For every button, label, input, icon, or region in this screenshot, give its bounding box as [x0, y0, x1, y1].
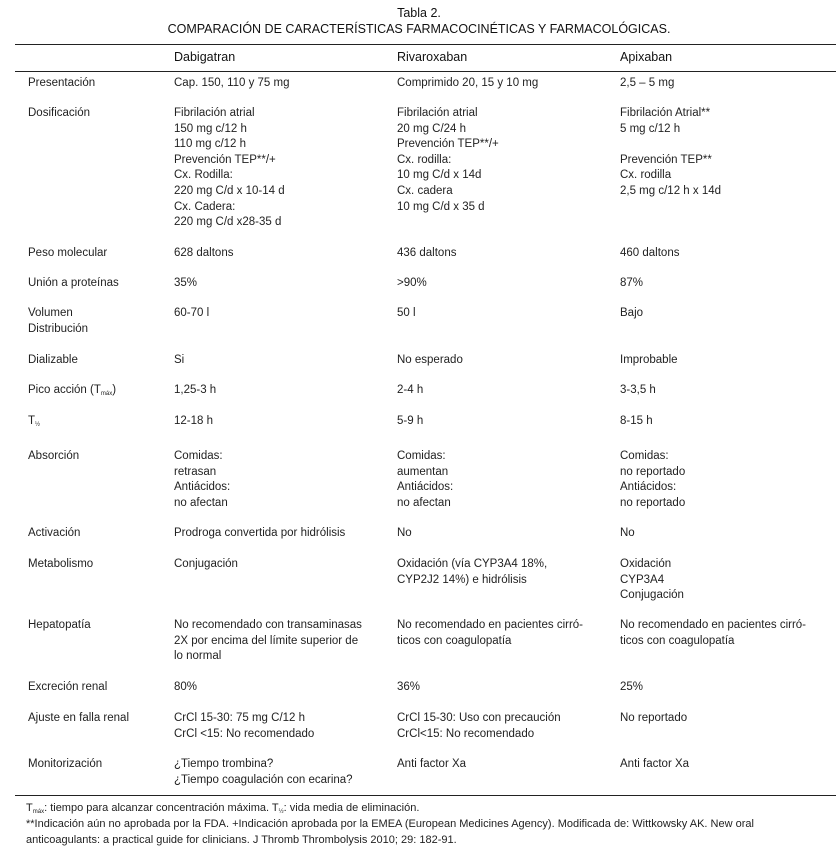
table-cell: [397, 353, 463, 369]
row-label: Peso molecular: [28, 247, 108, 259]
cell-line: Prevención TEP**/+: [174, 153, 276, 166]
table-cell: [620, 526, 635, 542]
cell-line: 8-15 h: [620, 415, 653, 427]
table-cell: [620, 757, 689, 773]
cell-line: Comidas:: [174, 450, 223, 462]
table-cell: [174, 76, 290, 92]
row-label: [28, 414, 40, 434]
cell-line: 12-18 h: [174, 415, 214, 427]
cell-line: Comprimido 20, 15 y 10 mg: [397, 77, 539, 89]
cell-line: lo normal: [174, 650, 222, 663]
table-number: Tabla 2.: [397, 6, 441, 20]
table-cell: [397, 449, 453, 511]
cell-line: 1,25-3 h: [174, 384, 217, 396]
cell-line: Comidas:: [620, 450, 669, 462]
row-label: Excreción renal: [28, 681, 108, 693]
table-cell: [397, 106, 499, 215]
table-cell: [397, 246, 456, 262]
cell-line: Cx. Rodilla:: [174, 169, 233, 182]
cell-line: 2-4 h: [397, 384, 424, 396]
bottom-rule: [15, 795, 836, 796]
column-header-rivaroxaban: Rivaroxaban: [397, 50, 468, 64]
table-cell: [620, 76, 674, 92]
cell-line: Cx. Cadera:: [174, 200, 236, 213]
cell-line: ¿Tiempo trombina?: [174, 758, 274, 770]
cell-line: aumentan: [397, 465, 449, 478]
row-label-subscript: máx: [100, 391, 113, 397]
row-label: Absorción: [28, 450, 80, 462]
cell-line: Anti factor Xa: [397, 758, 467, 770]
table-cell: [174, 106, 285, 231]
cell-line: retrasan: [174, 465, 217, 478]
table-cell: [397, 383, 423, 399]
table-cell: [620, 711, 687, 727]
cell-line: Fibrilación atrial: [174, 107, 255, 119]
cell-line: 110 mg c/12 h: [174, 138, 247, 151]
cell-line: >90%: [397, 277, 427, 289]
row-label-subscript: ½: [35, 422, 41, 428]
table-cell: [620, 557, 684, 604]
table-cell: [397, 680, 420, 696]
table-cell: [620, 106, 721, 200]
cell-line: Prevención TEP**/+: [397, 138, 499, 151]
cell-line: No esperado: [397, 354, 463, 366]
cell-line: Oxidación (vía CYP3A4 18%,: [397, 558, 548, 570]
cell-line: 10 mg C/d x 14d: [397, 169, 482, 182]
cell-line: 460 daltons: [620, 247, 680, 259]
cell-line: 50 l: [397, 307, 416, 319]
table-cell: [397, 618, 583, 649]
row-label-text: Pico acción (T: [28, 384, 101, 396]
table-cell: [174, 680, 197, 696]
cell-line: No recomendado en pacientes cirró-: [620, 619, 807, 631]
row-label: Unión a proteínas: [28, 277, 119, 289]
top-rule: [15, 44, 836, 45]
table-cell: [397, 414, 423, 430]
table-cell: [397, 76, 538, 92]
cell-line: Fibrilación Atrial**: [620, 107, 711, 119]
table-cell: [620, 276, 643, 292]
cell-line: CYP3A4: [620, 573, 665, 586]
cell-line: 35%: [174, 277, 198, 289]
cell-line: Bajo: [620, 307, 644, 319]
cell-line: CrCl 15-30: 75 mg C/12 h: [174, 712, 306, 724]
cell-line: Prevención TEP**: [620, 153, 712, 166]
header-rule: [15, 71, 836, 72]
cell-line: Prodroga convertida por hidrólisis: [174, 527, 346, 539]
row-label: Dosificación: [28, 107, 90, 119]
cell-line: CYP2J2 14%) e hidrólisis: [397, 573, 527, 586]
row-label: Monitorización: [28, 758, 103, 770]
table-cell: [397, 276, 427, 292]
cell-line: no afectan: [397, 496, 451, 509]
table-cell: [174, 557, 238, 573]
table-cell: [397, 557, 547, 588]
cell-line: 87%: [620, 277, 644, 289]
cell-line: 436 daltons: [397, 247, 457, 259]
row-label: Hepatopatía: [28, 619, 91, 631]
cell-line: CrCl 15-30: Uso con precaución: [397, 712, 561, 724]
cell-line: Comidas:: [397, 450, 446, 462]
cell-line: 20 mg C/24 h: [397, 122, 467, 135]
table-cell: [620, 306, 643, 322]
footnote-abbreviations: $T_{máx}$: tiempo para alcanzar concentración máxima. $T_{\frac{1}{2}}$: vida media de eliminación.: [26, 802, 420, 815]
table-cell: [397, 526, 412, 542]
row-label: Metabolismo: [28, 558, 94, 570]
cell-line: 628 daltons: [174, 247, 234, 259]
cell-line: No recomendado en pacientes cirró-: [397, 619, 584, 631]
row-label: Activación: [28, 527, 81, 539]
cell-line: Conjugación: [174, 558, 238, 570]
row-label-text: T: [28, 415, 36, 427]
cell-line: ¿Tiempo coagulación con ecarina?: [174, 773, 353, 786]
cell-line: 5 mg c/12 h: [620, 122, 681, 135]
cell-line: ticos con coagulopatía: [397, 634, 512, 647]
table-cell: [620, 618, 806, 649]
cell-line: no afectan: [174, 496, 228, 509]
row-label: Presentación: [28, 77, 96, 89]
row-label: Dializable: [28, 354, 78, 366]
table-cell: [174, 449, 230, 511]
cell-line: 150 mg c/12 h: [174, 122, 247, 135]
cell-line: Cap. 150, 110 y 75 mg: [174, 77, 290, 89]
cell-line: Cx. rodilla: [620, 169, 672, 182]
table-cell: [397, 711, 561, 742]
cell-line: 10 mg C/d x 35 d: [397, 200, 485, 213]
cell-line: Si: [174, 354, 185, 366]
cell-line: Antiácidos:: [174, 481, 231, 494]
table-cell: [174, 246, 233, 262]
cell-line: 25%: [620, 681, 644, 693]
table-title: COMPARACIÓN DE CARACTERÍSTICAS FARMACOCINÉTICAS Y FARMACOLÓGICAS.: [167, 22, 671, 36]
cell-line: Fibrilación atrial: [397, 107, 478, 119]
cell-line: 80%: [174, 681, 198, 693]
table-cell: [174, 414, 213, 430]
cell-line: 60-70 l: [174, 307, 210, 319]
table-cell: [174, 618, 362, 665]
table-cell: [174, 306, 209, 322]
cell-line: No reportado: [620, 712, 688, 724]
cell-line: no reportado: [620, 496, 686, 509]
table-cell: [620, 353, 678, 369]
cell-line: Anti factor Xa: [620, 758, 690, 770]
cell-line: No: [397, 527, 412, 539]
row-label-suffix: ): [112, 384, 117, 396]
table-cell: [174, 276, 197, 292]
table-cell: [397, 757, 466, 773]
cell-line: No: [620, 527, 635, 539]
cell-line: Antiácidos:: [397, 481, 454, 494]
table-cell: [620, 414, 653, 430]
cell-line: [620, 137, 721, 153]
cell-line: 3-3,5 h: [620, 384, 656, 396]
table-cell: [620, 246, 679, 262]
row-label: Ajuste en falla renal: [28, 712, 130, 724]
cell-line: 220 mg C/d x 10-14 d: [174, 184, 285, 197]
cell-line: Antiácidos:: [620, 481, 677, 494]
cell-line: CrCl<15: No recomendado: [397, 727, 535, 740]
table-cell: [174, 526, 345, 542]
cell-line: ticos con coagulopatía: [620, 634, 735, 647]
cell-line: 2,5 – 5 mg: [620, 77, 675, 89]
column-header-apixaban: Apixaban: [620, 50, 673, 64]
table-cell: [397, 306, 416, 322]
table-cell: [174, 383, 216, 399]
cell-line: 2X por encima del límite superior de: [174, 634, 359, 647]
table-cell: [620, 680, 643, 696]
cell-line: 220 mg C/d x28-35 d: [174, 216, 282, 229]
footnote-source: **Indicación aún no aprobada por la FDA. +Indicación aprobada por la EMEA (European Medicines Agency). Modificada de: Wittkowsky AK. New oral anticoagulants: a practical guide for clinicians. J Thromb Thrombolysis 2010; 29: 182-91.: [26, 818, 754, 846]
row-label: Volumen Distribución: [28, 307, 89, 335]
cell-line: 5-9 h: [397, 415, 424, 427]
cell-line: Oxidación: [620, 558, 672, 570]
table-cell: [174, 353, 184, 369]
table-cell: [174, 757, 353, 788]
cell-line: Cx. rodilla:: [397, 153, 452, 166]
table-cell: [174, 711, 314, 742]
cell-line: CrCl <15: No recomendado: [174, 727, 315, 740]
column-header-dabigatran: Dabigatran: [174, 50, 236, 64]
cell-line: Improbable: [620, 354, 678, 366]
cell-line: Cx. cadera: [397, 184, 453, 197]
table-cell: [620, 449, 685, 511]
table-cell: [620, 383, 656, 399]
cell-line: 2,5 mg c/12 h x 14d: [620, 184, 722, 197]
cell-line: no reportado: [620, 465, 686, 478]
cell-line: Conjugación: [620, 589, 684, 602]
cell-line: 36%: [397, 681, 421, 693]
cell-line: No recomendado con transaminasas: [174, 619, 362, 631]
row-label: [28, 383, 116, 403]
